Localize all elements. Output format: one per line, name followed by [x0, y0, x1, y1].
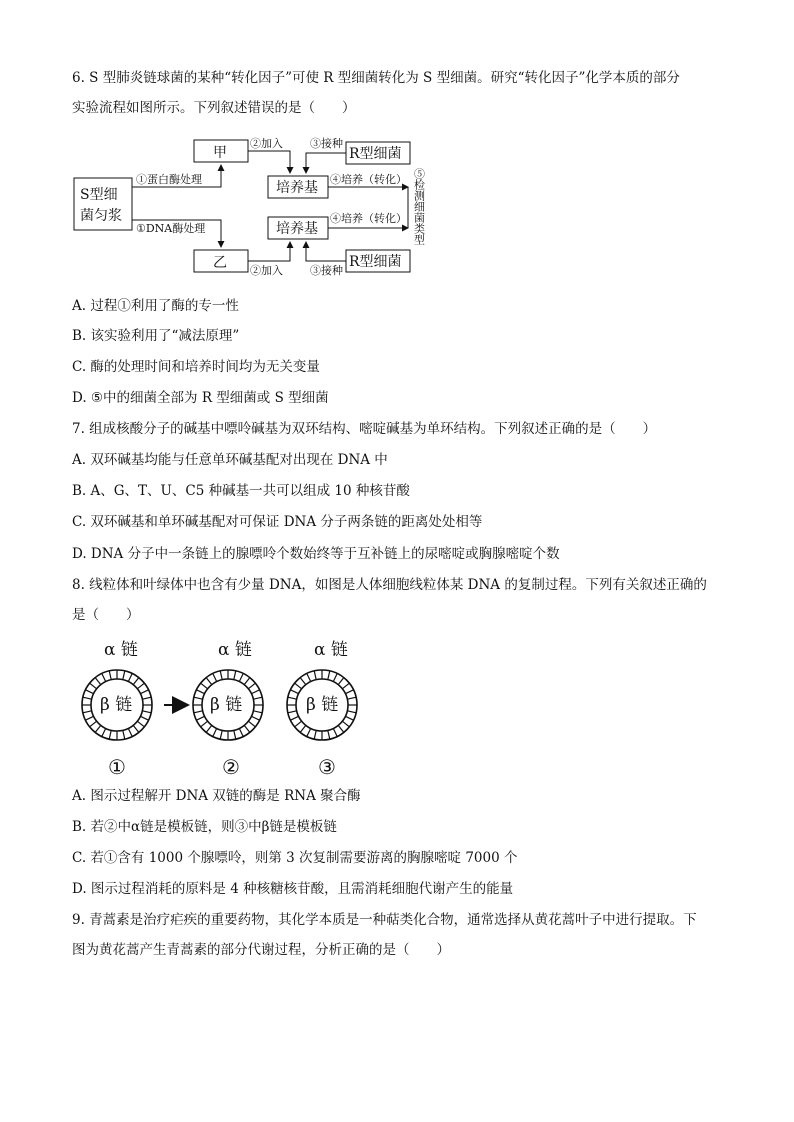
circle-num-3: ③	[318, 755, 336, 779]
inoc-bottom-step: ③接种	[310, 264, 343, 277]
s-box-label-1: S型细	[80, 187, 118, 203]
circle-num-1: ①	[108, 755, 126, 779]
q8-option-b: B. 若②中α链是模板链，则③中β链是模板链	[72, 819, 337, 835]
q7-option-c: C. 双环碱基和单环碱基配对可保证 DNA 分子两条链的距离处处相等	[72, 514, 483, 530]
q8-option-a: A. 图示过程解开 DNA 双链的酶是 RNA 聚合酶	[72, 788, 361, 804]
q8-stem-line2: 是（ ）	[72, 607, 140, 623]
q6-option-a: A. 过程①利用了酶的专一性	[72, 298, 239, 314]
s-box-label-2: 菌匀浆	[80, 208, 122, 224]
yi-label: 乙	[213, 255, 227, 271]
q6-option-c: C. 酶的处理时间和培养时间均为无关变量	[72, 359, 320, 375]
q6-stem-line2: 实验流程如图所示。下列叙述错误的是（ ）	[72, 100, 356, 116]
q8-option-d: D. 图示过程消耗的原料是 4 种核糖核苷酸，且需消耗细胞代谢产生的能量	[72, 881, 514, 897]
q9-stem-line1: 9. 青蒿素是治疗疟疾的重要药物，其化学本质是一种萜类化合物，通常选择从黄花蒿叶子中进行提取。下	[72, 912, 697, 928]
q6-experiment-diagram	[70, 132, 440, 280]
q8-stem-line1: 8. 线粒体和叶绿体中也含有少量 DNA，如图是人体细胞线粒体某 DNA 的复制过程。下列有关叙述正确的	[72, 577, 707, 593]
beta-label-1: β 链	[100, 695, 133, 715]
alpha-label-1: α 链	[104, 640, 138, 660]
culture-bottom-step: ④培养（转化）	[330, 212, 407, 225]
beta-label-3: β 链	[306, 695, 339, 715]
add-bottom-step: ②加入	[250, 264, 283, 277]
medium-bottom-label: 培养基	[276, 221, 318, 237]
culture-top-step: ④培养（转化）	[330, 173, 407, 186]
q9-stem-line2: 图为黄花蒿产生青蒿素的部分代谢过程，分析正确的是（ ）	[72, 942, 450, 958]
add-top-step: ②加入	[250, 137, 283, 150]
q8-option-c: C. 若①含有 1000 个腺嘌呤，则第 3 次复制需要游离的胸腺嘧啶 7000 个	[72, 850, 518, 866]
dnase-step: ①DNA酶处理	[136, 222, 206, 235]
r-bottom-label: R型细菌	[349, 254, 402, 270]
q8-dna-replication-diagram	[70, 630, 380, 780]
q7-stem: 7. 组成核酸分子的碱基中嘌呤碱基为双环结构、嘧啶碱基为单环结构。下列叙述正确的是（ ）	[72, 421, 657, 437]
q6-option-b: B. 该实验利用了“减法原理”	[72, 328, 240, 344]
medium-top-label: 培养基	[276, 180, 318, 196]
circle-num-2: ②	[222, 755, 240, 779]
detect-step: ⑤检测细菌类型	[412, 168, 426, 245]
r-top-label: R型细菌	[349, 146, 402, 162]
jia-label: 甲	[213, 145, 227, 161]
beta-label-2: β 链	[210, 695, 243, 715]
q6-stem-line1: 6. S 型肺炎链球菌的某种“转化因子”可使 R 型细菌转化为 S 型细菌。研究“转化因子”化学本质的部分	[72, 70, 680, 86]
alpha-label-2: α 链	[218, 640, 252, 660]
inoc-top-step: ③接种	[310, 137, 343, 150]
protease-step: ①蛋白酶处理	[136, 173, 202, 186]
q7-option-a: A. 双环碱基均能与任意单环碱基配对出现在 DNA 中	[72, 452, 388, 468]
q7-option-d: D. DNA 分子中一条链上的腺嘌呤个数始终等于互补链上的尿嘧啶或胸腺嘧啶个数	[72, 546, 560, 562]
alpha-label-3: α 链	[314, 640, 348, 660]
q7-option-b: B. A、G、T、U、C5 种碱基一共可以组成 10 种核苷酸	[72, 483, 410, 499]
q6-option-d: D. ⑤中的细菌全部为 R 型细菌或 S 型细菌	[72, 390, 329, 406]
